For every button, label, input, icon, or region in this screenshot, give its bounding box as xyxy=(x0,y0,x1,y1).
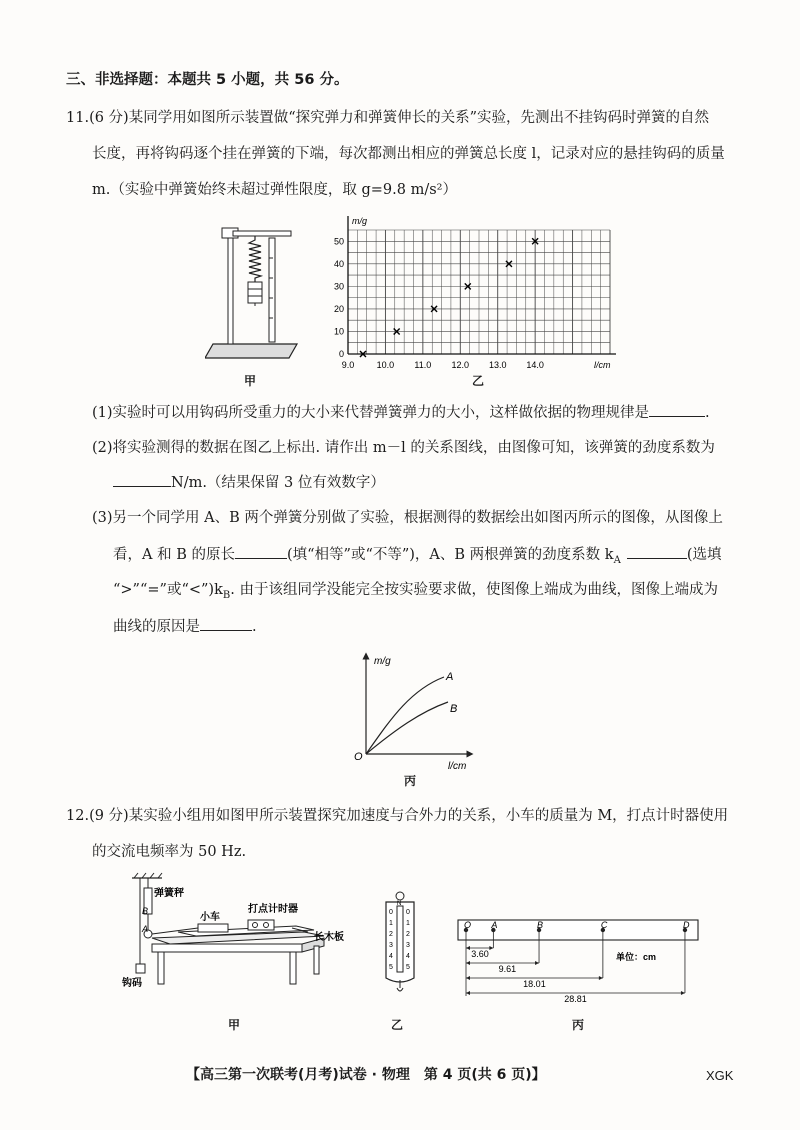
bing-label-b: B xyxy=(450,703,458,715)
q11-sub3-sub-a: A xyxy=(613,554,621,566)
spring-scale-number-right: 3 xyxy=(406,942,410,949)
q11-sub2-a: (2)将实验测得的数据在图乙上标出. 请作出 m－l 的关系图线，由图像可知，该弹簧的劲度系数为 xyxy=(92,440,715,456)
q11-line3: m.（实验中弹簧始终未超过弹性限度，取 g=9.8 m/s²） xyxy=(92,182,457,198)
spring-scale-number-left: 2 xyxy=(389,931,393,938)
yi-x-tick: 14.0 xyxy=(526,360,544,370)
q11-sub3-text-3: (选填 xyxy=(686,547,722,563)
q12-stem-1: (9 分)某实验小组用如图甲所示装置探究加速度与合外力的关系，小车的质量为 M，打点计时器使用 xyxy=(89,808,729,824)
spring-scale-number-right: 5 xyxy=(406,964,410,971)
q11-sub1-end: . xyxy=(705,405,710,421)
yi-y-tick: 30 xyxy=(333,281,344,292)
tape-distance-label: 3.60 xyxy=(471,949,489,959)
bing-origin: O xyxy=(354,751,363,763)
q11-sub3-a: (3)另一个同学用 A、B 两个弹簧分别做了实验，根据测得的数据绘出如图丙所示的图像，从图像上 xyxy=(92,510,723,526)
label-cart: 小车 xyxy=(200,912,220,923)
label-board: 长木板 xyxy=(314,932,344,943)
tape-unit: 单位：cm xyxy=(616,952,657,962)
spring-scale-number-right: 2 xyxy=(406,931,410,938)
q11-line1 xyxy=(66,108,709,128)
q11-fig-jia-label: 甲 xyxy=(244,374,257,388)
yi-x-tick: 11.0 xyxy=(414,360,432,370)
q11-sub3-b xyxy=(113,544,721,571)
q11-sub3-sub-b: B xyxy=(222,589,231,601)
q12-line2: 的交流电频率为 50 Hz. xyxy=(92,844,247,860)
spring-scale-number-left: 4 xyxy=(389,953,393,960)
tape-distance-label: 9.61 xyxy=(498,964,517,974)
bing-label-a: A xyxy=(446,671,454,683)
q11-sub1-text: (1)实验时可以用钩码所受重力的大小来代替弹簧弹力的大小，这样做依据的物理规律是 xyxy=(92,405,650,421)
yi-y-tick-0: 0 xyxy=(338,349,344,359)
tape-label-A: A xyxy=(491,920,498,930)
yi-y-tick: 40 xyxy=(333,258,344,269)
label-weight: 钩码 xyxy=(122,978,142,989)
spring-scale-number-right: 0 xyxy=(406,909,410,916)
q12-number: 12. xyxy=(66,808,90,824)
q11-fig-yi-label: 乙 xyxy=(472,374,485,388)
spring-scale-n: N xyxy=(397,901,402,907)
q11-sub3-blank-1[interactable] xyxy=(235,544,287,559)
footer-center: 【高三第一次联考(月考)试卷 · 物理 第 4 页(共 6 页)】 xyxy=(186,1067,546,1083)
spring-scale-number-left: 0 xyxy=(389,909,393,916)
spring-scale-number-left: 1 xyxy=(389,920,393,927)
curve-b xyxy=(366,702,448,754)
q11-line2: 长度，再将钩码逐个挂在弹簧的下端，每次都测出相应的弹簧总长度 l，记录对应的悬挂钩码的质量 xyxy=(92,146,725,162)
q11-sub3-text-5: . 由于该组同学没能完全按实验要求做，使图像上端成为曲线，图像上端成为 xyxy=(230,582,718,598)
q12-fig-yi-label: 乙 xyxy=(391,1018,404,1032)
figure-iron-stand xyxy=(205,218,305,368)
yi-x-tick: 12.0 xyxy=(451,360,470,370)
q11-sub2-b xyxy=(113,472,385,493)
q11-sub3-blank-3[interactable] xyxy=(200,616,252,631)
yi-x-tick: 10.0 xyxy=(376,360,395,370)
q11-sub1-blank[interactable] xyxy=(649,402,705,417)
label-timer: 打点计时器 xyxy=(248,904,298,915)
q11-sub1 xyxy=(92,402,710,423)
tape-label-O: O xyxy=(464,920,472,930)
spring-scale-number-left: 5 xyxy=(389,964,393,971)
q11-fig-bing-label: 丙 xyxy=(404,774,417,788)
q11-sub2-text: N/m.（结果保留 3 位有效数字） xyxy=(171,475,385,491)
yi-y-tick: 10 xyxy=(333,326,344,337)
q12-fig-bing-label: 丙 xyxy=(572,1018,585,1032)
spring-scale-number-right: 1 xyxy=(406,920,410,927)
q11-sub3-text-7: . xyxy=(252,619,257,635)
spring-scale-number-left: 3 xyxy=(389,942,393,949)
tape-label-B: B xyxy=(537,920,544,930)
label-point-a: A xyxy=(142,924,149,934)
curve-a xyxy=(366,677,444,754)
chart-yi xyxy=(318,214,618,374)
q11-stem-1: (6 分)某同学用如图所示装置做“探究弹力和弹簧伸长的关系”实验，先测出不挂钩码时弹簧的自然 xyxy=(89,110,710,126)
q11-sub3-text-2: (填“相等”或“不等”)，A、B 两根弹簧的劲度系数 k xyxy=(286,547,614,563)
section-heading: 三、非选择题：本题共 5 小题，共 56 分。 xyxy=(66,72,349,88)
q11-sub3-blank-2[interactable] xyxy=(627,544,687,559)
q12-fig-jia-label: 甲 xyxy=(228,1018,241,1032)
yi-x-tick: 9.0 xyxy=(341,360,355,370)
figure-spring-scale xyxy=(380,890,420,998)
yi-y-tick: 50 xyxy=(333,236,344,247)
q11-sub2-blank[interactable] xyxy=(113,472,171,487)
yi-ylabel: m/g xyxy=(352,216,368,226)
q11-sub3-text-4: “>”“=”或“<”)k xyxy=(113,582,223,598)
tape-distance-label: 28.81 xyxy=(564,994,587,1002)
spring-scale-number-right: 4 xyxy=(406,953,410,960)
figure-cart-setup xyxy=(118,872,373,990)
label-spring-scale: 弹簧秤 xyxy=(154,888,184,899)
bing-xlabel: l/cm xyxy=(448,761,467,772)
bing-ylabel: m/g xyxy=(374,656,391,667)
q11-sub3-text-6: 曲线的原因是 xyxy=(113,619,200,635)
chart-bing-curves xyxy=(340,650,480,775)
yi-xlabel: l/cm xyxy=(594,360,611,370)
q11-sub3-text-1: 看，A 和 B 的原长 xyxy=(113,547,235,563)
footer-right: XGK xyxy=(706,1068,734,1083)
tape-distance-label: 18.01 xyxy=(523,979,546,989)
q11-sub3-d xyxy=(113,616,257,637)
figure-paper-tape xyxy=(456,918,706,1002)
q11-number: 11. xyxy=(66,110,90,126)
q12-line1 xyxy=(66,806,728,826)
label-point-b: B xyxy=(142,906,149,916)
tape-label-C: C xyxy=(600,920,608,930)
yi-x-tick: 13.0 xyxy=(488,360,507,370)
q11-sub3-c xyxy=(113,580,718,606)
tape-label-D: D xyxy=(682,920,690,930)
yi-y-tick: 20 xyxy=(333,303,344,314)
